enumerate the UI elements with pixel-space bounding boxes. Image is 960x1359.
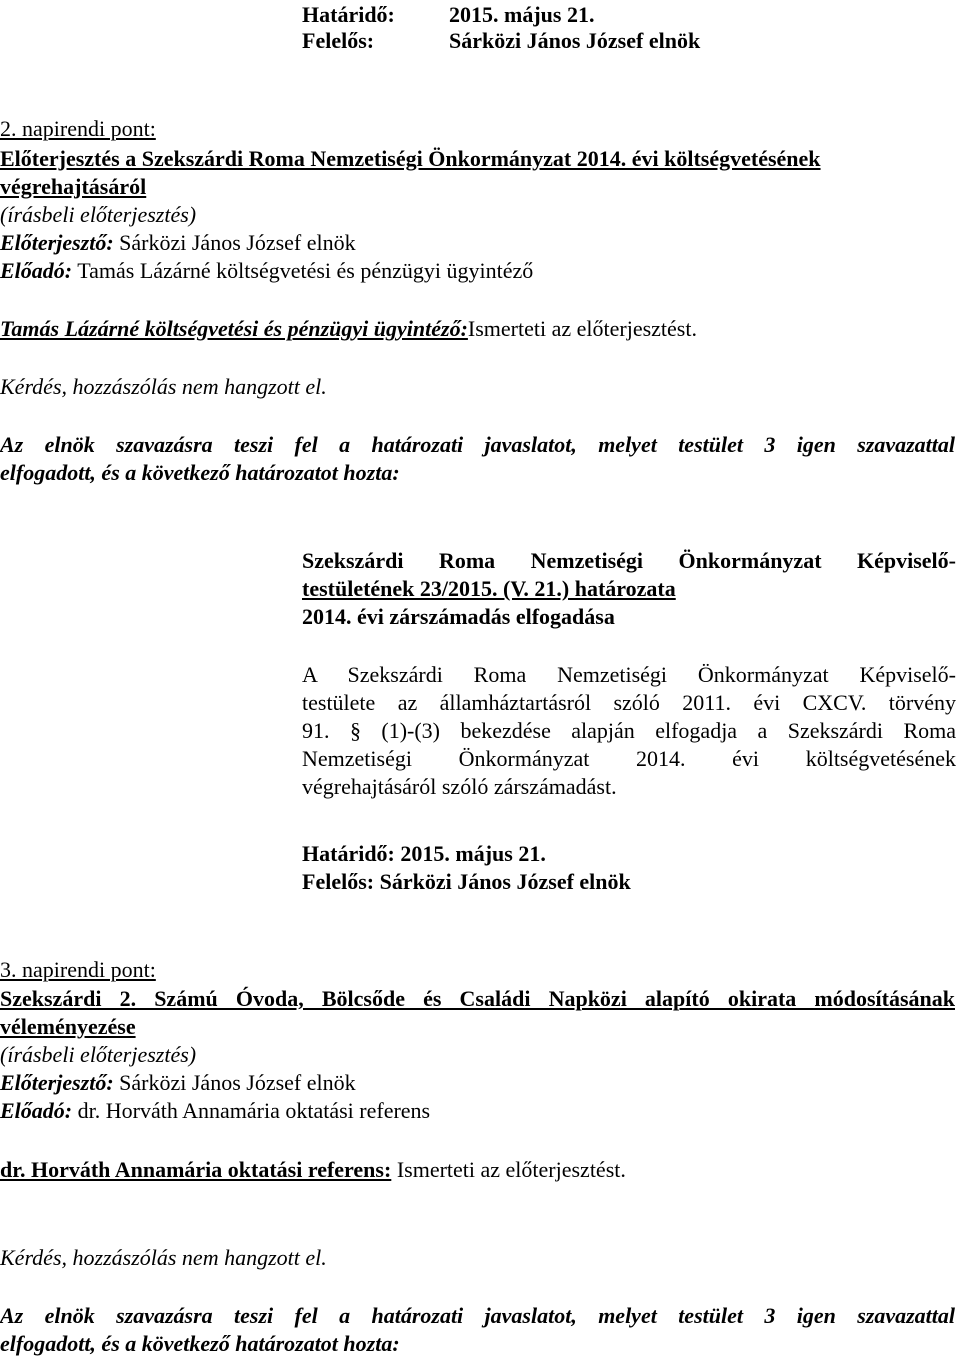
- header-responsible-label: Felelős:: [302, 28, 375, 53]
- item2-type: (írásbeli előterjesztés): [0, 202, 197, 227]
- item2-vote-line1: Az elnök szavazásra teszi fel a határozati javaslatot, melyet testület 3 igen szavazattal: [0, 432, 955, 457]
- item2-heading: 2. napirendi pont:: [0, 116, 156, 141]
- item3-presenter: [0, 1070, 356, 1096]
- item3-title-line1: Szekszárdi 2. Számú Óvoda, Bölcsőde és Családi Napközi alapító okirata módosításának: [0, 986, 955, 1011]
- item2-presenter-value: Sárközi János József elnök: [119, 230, 356, 255]
- item2-title-line1: Előterjesztés a Szekszárdi Roma Nemzetiségi Önkormányzat 2014. évi költségvetésének: [0, 146, 821, 171]
- item2-speaker-label: Előadó:: [0, 258, 73, 283]
- item2-title-line2: végrehajtásáról: [0, 174, 147, 199]
- resolution-deadline: Határidő: 2015. május 21.: [302, 841, 546, 866]
- item3-statement: [0, 1157, 626, 1183]
- resolution-title-line2: testületének 23/2015. (V. 21.) határozata: [302, 576, 676, 601]
- item2-statement: [0, 316, 697, 342]
- item3-speaker: [0, 1098, 430, 1124]
- resolution-body-line1: A Szekszárdi Roma Nemzetiségi Önkormányzat Képviselő-: [302, 662, 956, 687]
- item3-presenter-value: Sárközi János József elnök: [119, 1070, 356, 1095]
- item2-speaker-value: Tamás Lázárné költségvetési és pénzügyi ügyintéző: [77, 258, 534, 283]
- item3-presenter-label: Előterjesztő:: [0, 1070, 114, 1095]
- item2-presenter-label: Előterjesztő:: [0, 230, 114, 255]
- item3-no-questions: Kérdés, hozzászólás nem hangzott el.: [0, 1245, 327, 1270]
- resolution-body-line4: Nemzetiségi Önkormányzat 2014. évi költségvetésének: [302, 746, 956, 771]
- item2-no-questions: Kérdés, hozzászólás nem hangzott el.: [0, 374, 327, 399]
- item2-speaker: [0, 258, 533, 284]
- item2-statement-speaker: Tamás Lázárné költségvetési és pénzügyi ügyintéző:: [0, 316, 468, 341]
- header-responsible-value: Sárközi János József elnök: [449, 28, 701, 53]
- item2-presenter: [0, 230, 356, 256]
- resolution-body-line3: 91. § (1)-(3) bekezdése alapján elfogadja a Szekszárdi Roma: [302, 718, 956, 743]
- item3-statement-text: Ismerteti az előterjesztést.: [396, 1157, 626, 1182]
- item3-title-line2: véleményezése: [0, 1014, 136, 1039]
- resolution-title-line1: Szekszárdi Roma Nemzetiségi Önkormányzat Képviselő-: [302, 548, 956, 573]
- item3-speaker-value: dr. Horváth Annamária oktatási referens: [77, 1098, 431, 1123]
- item3-vote-line1: Az elnök szavazásra teszi fel a határozati javaslatot, melyet testület 3 igen szavazattal: [0, 1303, 955, 1328]
- item2-statement-text: Ismerteti az előterjesztést.: [467, 316, 697, 341]
- resolution-responsible: Felelős: Sárközi János József elnök: [302, 869, 631, 894]
- item3-speaker-label: Előadó:: [0, 1098, 73, 1123]
- item3-vote-line2: elfogadott, és a következő határozatot hozta:: [0, 1331, 400, 1356]
- header-deadline-label: Határidő:: [302, 2, 395, 27]
- header-deadline-value: 2015. május 21.: [449, 2, 595, 27]
- item2-vote-line2: elfogadott, és a következő határozatot hozta:: [0, 460, 400, 485]
- item3-type: (írásbeli előterjesztés): [0, 1042, 197, 1067]
- resolution-body-line5: végrehajtásáról szóló zárszámadást.: [302, 774, 617, 799]
- resolution-subject: 2014. évi zárszámadás elfogadása: [302, 604, 615, 629]
- item3-statement-speaker: dr. Horváth Annamária oktatási referens:: [0, 1157, 392, 1182]
- resolution-body-line2: testülete az államháztartásról szóló 2011. évi CXCV. törvény: [302, 690, 956, 715]
- item3-heading: 3. napirendi pont:: [0, 957, 156, 982]
